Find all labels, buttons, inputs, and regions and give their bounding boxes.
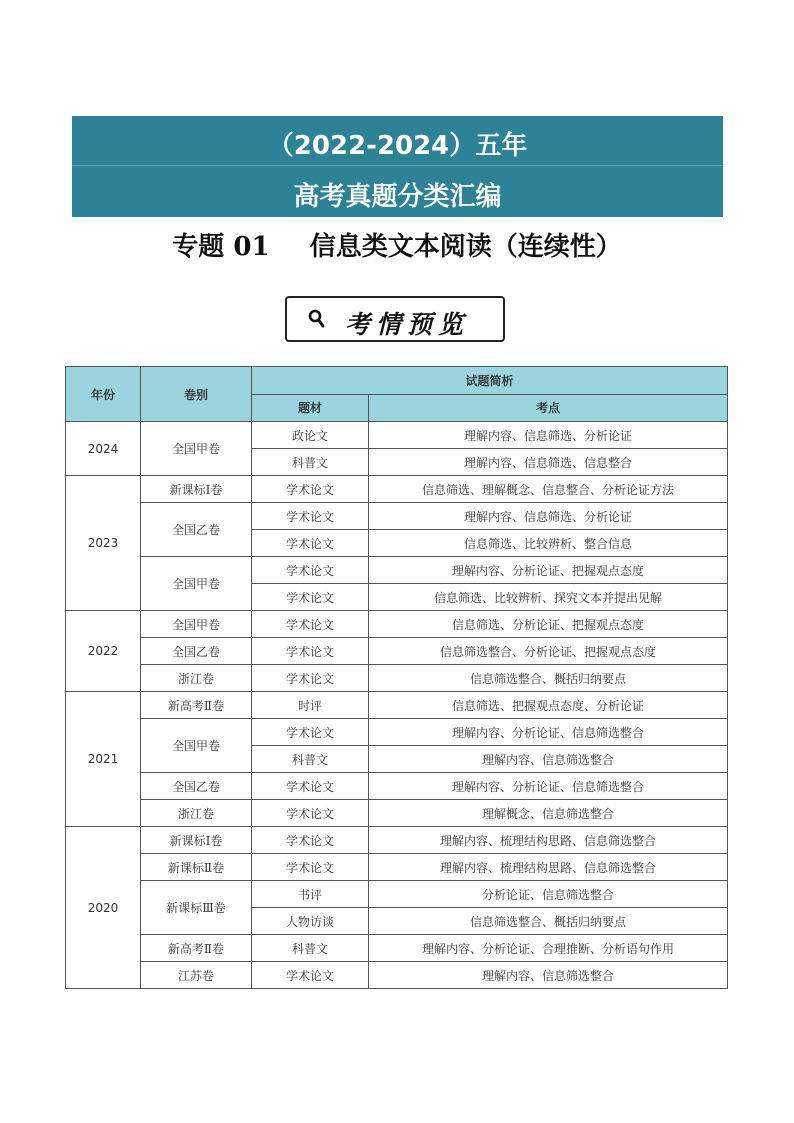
- paper-cell: 全国乙卷: [141, 773, 252, 800]
- paper-cell: 全国甲卷: [141, 422, 252, 476]
- table-row: [66, 962, 728, 989]
- banner-title-main: 高考真题分类汇编: [293, 182, 502, 212]
- banner-divider: [72, 165, 723, 166]
- points-cell: 信息筛选整合、概括归纳要点: [369, 665, 728, 692]
- material-cell: 学术论文: [252, 719, 369, 746]
- paper-cell: 全国甲卷: [141, 611, 252, 638]
- material-cell: 学术论文: [252, 665, 369, 692]
- paper-cell: 江苏卷: [141, 962, 252, 989]
- points-cell: 分析论证、信息筛选整合: [369, 881, 728, 908]
- material-cell: 学术论文: [252, 557, 369, 584]
- points-cell: 理解内容、分析论证、把握观点态度: [369, 557, 728, 584]
- year-cell: 2022: [66, 611, 141, 692]
- badge-label: 考情预览: [345, 310, 470, 339]
- points-cell: 理解概念、信息筛选整合: [369, 800, 728, 827]
- points-cell: 信息筛选、比较辨析、探究文本并提出见解: [369, 584, 728, 611]
- table-row: [66, 557, 728, 584]
- exam-overview-table: [65, 366, 728, 989]
- table-row: [66, 638, 728, 665]
- points-cell: 信息筛选、把握观点态度、分析论证: [369, 692, 728, 719]
- table-row: [66, 935, 728, 962]
- table-row: [66, 800, 728, 827]
- year-cell: 2023: [66, 476, 141, 611]
- header-material: 题材: [252, 394, 369, 422]
- points-cell: 理解内容、梳理结构思路、信息筛选整合: [369, 827, 728, 854]
- points-cell: 理解内容、梳理结构思路、信息筛选整合: [369, 854, 728, 881]
- points-cell: 理解内容、信息筛选整合: [369, 746, 728, 773]
- paper-cell: 新高考Ⅱ卷: [141, 935, 252, 962]
- points-cell: 信息筛选整合、概括归纳要点: [369, 908, 728, 935]
- points-cell: 理解内容、信息筛选、分析论证: [369, 422, 728, 449]
- points-cell: 信息筛选、比较辨析、整合信息: [369, 530, 728, 557]
- table-row: [66, 719, 728, 746]
- title-banner: [72, 116, 723, 217]
- points-cell: 信息筛选、理解概念、信息整合、分析论证方法: [369, 476, 728, 503]
- exam-preview-badge: [285, 296, 505, 342]
- header-year: 年份: [66, 367, 141, 422]
- material-cell: 学术论文: [252, 773, 369, 800]
- header-summary: 试题简析: [252, 367, 728, 395]
- paper-cell: 全国乙卷: [141, 503, 252, 557]
- table-row: [66, 854, 728, 881]
- material-cell: 科普文: [252, 935, 369, 962]
- points-cell: 理解内容、分析论证、信息筛选整合: [369, 773, 728, 800]
- paper-cell: 新课标Ⅰ卷: [141, 476, 252, 503]
- table-body: [66, 422, 728, 989]
- material-cell: 学术论文: [252, 611, 369, 638]
- material-cell: 学术论文: [252, 530, 369, 557]
- search-icon: [307, 308, 327, 330]
- material-cell: 学术论文: [252, 503, 369, 530]
- year-cell: 2024: [66, 422, 141, 476]
- points-cell: 信息筛选整合、分析论证、把握观点态度: [369, 638, 728, 665]
- table-row: [66, 773, 728, 800]
- material-cell: 学术论文: [252, 827, 369, 854]
- topic-title: [0, 226, 794, 263]
- material-cell: 时评: [252, 692, 369, 719]
- points-cell: 理解内容、信息筛选、分析论证: [369, 503, 728, 530]
- points-cell: 理解内容、信息筛选、信息整合: [369, 449, 728, 476]
- points-cell: 理解内容、分析论证、合理推断、分析语句作用: [369, 935, 728, 962]
- table-row: [66, 665, 728, 692]
- year-cell: 2021: [66, 692, 141, 827]
- topic-prefix: 专题: [172, 232, 225, 262]
- points-cell: 信息筛选、分析论证、把握观点态度: [369, 611, 728, 638]
- paper-cell: 全国甲卷: [141, 719, 252, 773]
- header-points: 考点: [369, 394, 728, 422]
- material-cell: 学术论文: [252, 584, 369, 611]
- banner-title-years: （2022-2024）五年: [267, 131, 528, 161]
- paper-cell: 新高考Ⅱ卷: [141, 692, 252, 719]
- table-row: [66, 422, 728, 449]
- paper-cell: 浙江卷: [141, 665, 252, 692]
- paper-cell: 新课标Ⅰ卷: [141, 827, 252, 854]
- table-row: [66, 827, 728, 854]
- paper-cell: 新课标Ⅱ卷: [141, 854, 252, 881]
- table-row: [66, 611, 728, 638]
- header-paper: 卷别: [141, 367, 252, 422]
- points-cell: 理解内容、信息筛选整合: [369, 962, 728, 989]
- material-cell: 书评: [252, 881, 369, 908]
- paper-cell: 全国甲卷: [141, 557, 252, 611]
- table-row: [66, 881, 728, 908]
- points-cell: 理解内容、分析论证、信息筛选整合: [369, 719, 728, 746]
- material-cell: 学术论文: [252, 854, 369, 881]
- paper-cell: 全国乙卷: [141, 638, 252, 665]
- material-cell: 学术论文: [252, 476, 369, 503]
- table-row: [66, 503, 728, 530]
- material-cell: 人物访谈: [252, 908, 369, 935]
- table-row: [66, 692, 728, 719]
- topic-name: 信息类文本阅读（连续性）: [309, 232, 622, 262]
- material-cell: 政论文: [252, 422, 369, 449]
- material-cell: 学术论文: [252, 638, 369, 665]
- table-header-row: [66, 367, 728, 395]
- year-cell: 2020: [66, 827, 141, 989]
- material-cell: 科普文: [252, 449, 369, 476]
- topic-number: 01: [233, 232, 270, 262]
- material-cell: 科普文: [252, 746, 369, 773]
- paper-cell: 新课标Ⅲ卷: [141, 881, 252, 935]
- material-cell: 学术论文: [252, 962, 369, 989]
- paper-cell: 浙江卷: [141, 800, 252, 827]
- table-row: [66, 476, 728, 503]
- material-cell: 学术论文: [252, 800, 369, 827]
